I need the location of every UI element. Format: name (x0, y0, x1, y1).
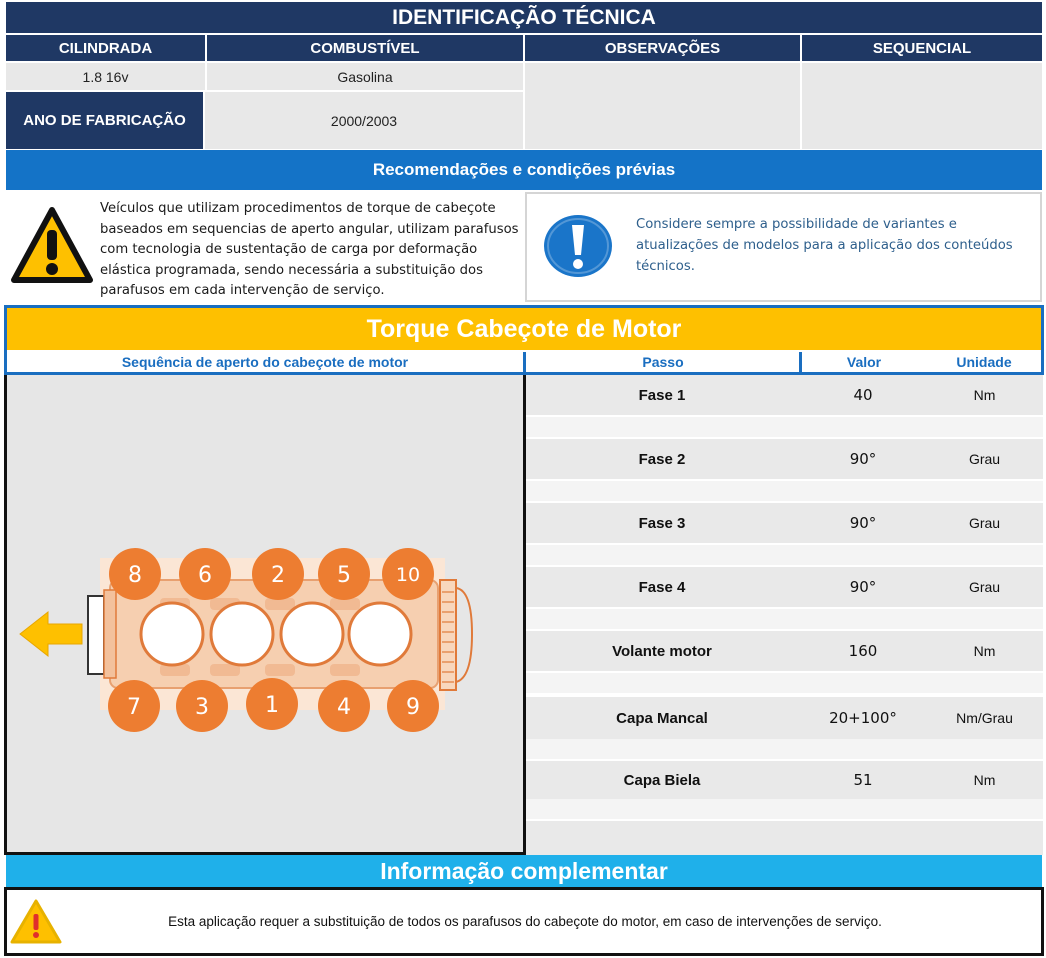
header-sequencial: SEQUENCIAL (802, 35, 1042, 61)
passo-cell: Capa Biela (623, 771, 701, 789)
unidade-cell: Grau (968, 451, 1001, 467)
bolt-markers (90, 540, 460, 740)
warning-triangle-icon (9, 898, 63, 946)
complementary-text: Esta aplicação requer a substituição de todos os parafusos do cabeçote do motor, em caso de intervenções de serviço. (168, 914, 882, 929)
info-exclamation-icon (542, 213, 614, 279)
valor-cell: 90° (849, 514, 877, 532)
row-spacer (526, 609, 1043, 629)
bolt-label: 4 (337, 695, 351, 720)
torque-title: Torque Cabeçote de Motor (7, 308, 1041, 350)
passo-cell: Fase 1 (638, 386, 686, 404)
passo-cell: Volante motor (612, 642, 712, 660)
row-spacer (526, 481, 1043, 501)
warning-triangle-icon (10, 206, 94, 284)
ano-fabricacao-label: ANO DE FABRICAÇÃO (6, 92, 203, 149)
unidade-cell: Grau (968, 515, 1001, 531)
table-footer-row (526, 821, 1043, 855)
valor-cell: 40 (853, 386, 873, 404)
bolt-label: 10 (395, 564, 421, 586)
recommendations-title: Recomendações e condições prévias (6, 150, 1042, 190)
combustivel-value: Gasolina (207, 63, 523, 90)
row-spacer (526, 545, 1043, 565)
unidade-column-header: Unidade (956, 354, 1012, 370)
table-row (526, 697, 1043, 739)
table-row (526, 375, 1043, 415)
column-divider (523, 352, 526, 372)
bolt-label: 6 (198, 563, 212, 588)
bolt-label: 8 (128, 563, 142, 588)
header-combustivel: COMBUSTÍVEL (207, 35, 523, 61)
direction-arrow-icon (20, 612, 82, 656)
observacoes-value (525, 63, 800, 149)
passo-cell: Fase 4 (638, 578, 686, 596)
complementary-title: Informação complementar (6, 855, 1042, 887)
bolt-label: 9 (406, 695, 420, 720)
unidade-cell: Nm/Grau (956, 710, 1013, 726)
header-observacoes: OBSERVAÇÕES (525, 35, 800, 61)
table-row (526, 503, 1043, 543)
warning-text: Veículos que utilizam procedimentos de torque de cabeçote baseados em sequencias de aperto angular, utilizam parafusos com tecnologia de sustentação de carga por deformação elástica programada, sendo necessária a substituição dos parafusos em cada intervenção de serviço. (100, 201, 519, 298)
row-spacer (526, 799, 1043, 819)
sequence-column-header: Sequência de aperto do cabeçote de motor (121, 354, 409, 370)
passo-cell: Capa Mancal (616, 709, 708, 727)
valor-column-header: Valor (846, 354, 882, 370)
passo-cell: Fase 3 (638, 514, 686, 532)
passo-column-header: Passo (642, 354, 684, 370)
bolt-label: 7 (127, 695, 141, 720)
bolt-label: 3 (195, 695, 209, 720)
unidade-cell: Grau (968, 579, 1001, 595)
bolt-label: 5 (337, 563, 351, 588)
passo-cell: Fase 2 (638, 450, 686, 468)
bolt-label: 2 (271, 563, 285, 588)
valor-cell: 160 (848, 642, 878, 660)
table-row (526, 567, 1043, 607)
unidade-cell: Nm (973, 772, 996, 788)
column-divider (799, 352, 802, 372)
ano-fabricacao-value: 2000/2003 (205, 92, 523, 149)
valor-cell: 51 (853, 771, 873, 789)
unidade-cell: Nm (973, 643, 996, 659)
unidade-cell: Nm (973, 387, 996, 403)
valor-cell: 90° (849, 578, 877, 596)
sequencial-value (802, 63, 1042, 149)
row-spacer (526, 673, 1043, 693)
valor-cell: 20+100° (829, 709, 897, 727)
row-spacer (526, 739, 1043, 759)
info-text: Considere sempre a possibilidade de variantes e atualizações de modelos para a aplicação dos conteúdos técnicos. (636, 217, 1013, 274)
row-spacer (526, 417, 1043, 437)
page-title: IDENTIFICAÇÃO TÉCNICA (6, 2, 1042, 33)
table-row (526, 439, 1043, 479)
table-row (526, 631, 1043, 671)
cilindrada-value: 1.8 16v (6, 63, 205, 90)
table-row (526, 761, 1043, 799)
valor-cell: 90° (849, 450, 877, 468)
header-cilindrada: CILINDRADA (6, 35, 205, 61)
bolt-label: 1 (265, 693, 279, 718)
